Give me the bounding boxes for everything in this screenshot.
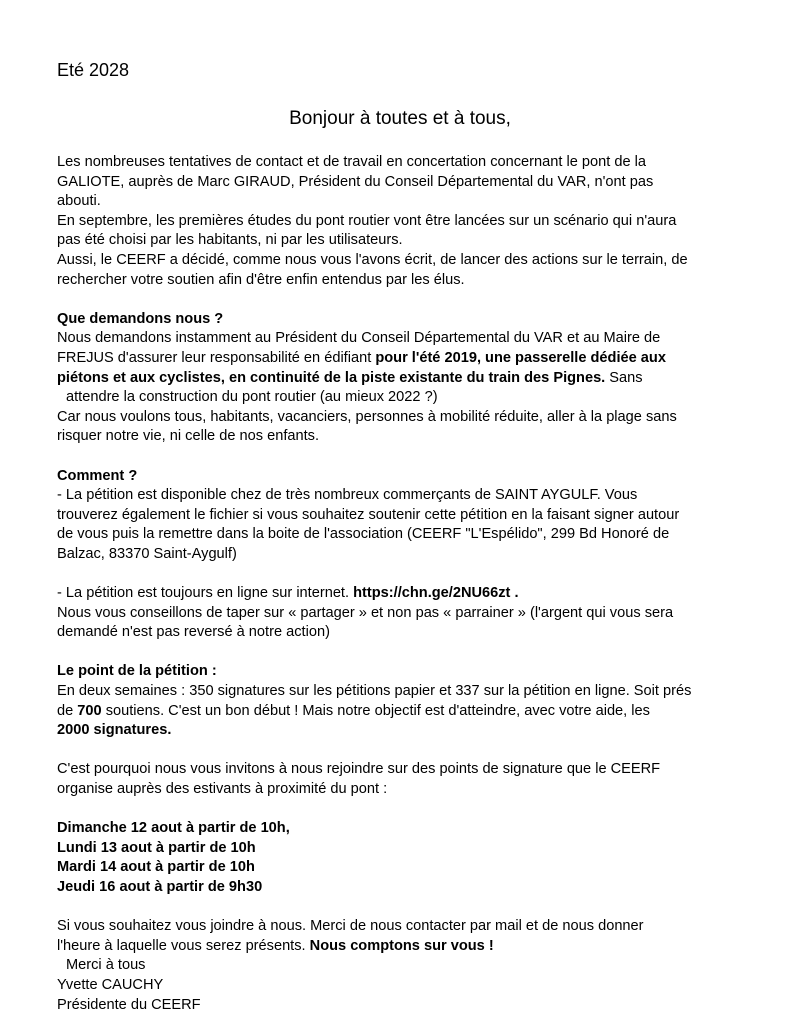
text-line: attendre la construction du pont routier (au mieux 2022 ?) <box>66 389 438 406</box>
text-line: de 700 soutiens. C'est un bon début ! Mais notre objectif est d'atteindre, avec votre aide, les <box>57 702 650 719</box>
text-line: Nous demandons instamment au Président du Conseil Départemental du VAR et au Maire de <box>57 330 661 347</box>
text-line: Les nombreuses tentatives de contact et de travail en concertation concernant le pont de la <box>57 154 646 170</box>
schedule-item: Mardi 14 aout à partir de 10h <box>57 859 255 876</box>
text-line: pas été choisi par les habitants, ni par les utilisateurs. <box>57 232 403 249</box>
text-line: Balzac, 83370 Saint-Aygulf) <box>57 545 237 562</box>
intro-paragraph <box>57 153 757 290</box>
text-line: C'est pourquoi nous vous invitons à nous rejoindre sur des points de signature que le CEERF <box>57 761 661 778</box>
invite-section <box>57 760 757 799</box>
letter-body <box>57 153 757 1015</box>
text-line: trouverez également le fichier si vous souhaitez soutenir cette pétition en la faisant signer autour <box>57 506 680 523</box>
text-line: - La pétition est toujours en ligne sur internet. https://chn.ge/2NU66zt . <box>57 585 519 602</box>
text-line: risquer notre vie, ni celle de nos enfants. <box>57 428 320 445</box>
text-line: piétons et aux cyclistes, en continuité de la piste existante du train des Pignes. Sans <box>57 369 643 386</box>
text-line: Car nous voulons tous, habitants, vacanciers, personnes à mobilité réduite, aller à la plage sans <box>57 408 677 425</box>
schedule-item: Dimanche 12 aout à partir de 10h, <box>57 820 290 837</box>
closing-section <box>57 917 757 1015</box>
text-line: 2000 signatures. <box>57 722 172 739</box>
text-line: rechercher votre soutien afin d'être enfin entendus par les élus. <box>57 271 465 288</box>
schedule-item: Jeudi 16 aout à partir de 9h30 <box>57 878 263 895</box>
closing-thanks: Merci à tous <box>66 957 146 974</box>
petition-link[interactable]: https://chn.ge/2NU66zt . <box>353 585 519 602</box>
how-section <box>57 467 757 643</box>
letter-date: Eté 2028 <box>57 60 130 80</box>
signature-name: Yvette CAUCHY <box>57 976 164 993</box>
demands-section <box>57 310 757 447</box>
text-line: En septembre, les premières études du pont routier vont être lancées sur un scénario qui n'aura <box>57 212 677 229</box>
text-line: de vous puis la remettre dans la boite de l'association (CEERF "L'Espélido", 299 Bd Honoré de <box>57 526 670 543</box>
section-heading: Comment ? <box>57 467 138 484</box>
signature-role: Présidente du CEERF <box>57 996 201 1013</box>
text-line: Aussi, le CEERF a décidé, comme nous vous l'avons écrit, de lancer des actions sur le terrain, de <box>57 251 688 268</box>
text-line: FREJUS d'assurer leur responsabilité en édifiant pour l'été 2019, une passerelle dédiée aux <box>57 349 666 366</box>
text-line: l'heure à laquelle vous serez présents. Nous comptons sur vous ! <box>57 937 494 954</box>
text-line: GALIOTE, auprès de Marc GIRAUD, Président du Conseil Départemental du VAR, n'ont pas <box>57 173 654 190</box>
text-line: abouti. <box>57 193 101 210</box>
text-line: Nous vous conseillons de taper sur « partager » et non pas « parrainer » (l'argent qui vous sera <box>57 604 674 621</box>
text-line: organise auprès des estivants à proximité du pont : <box>57 781 388 797</box>
status-section <box>57 662 757 740</box>
section-heading: Que demandons nous ? <box>57 310 224 327</box>
text-line: Si vous souhaitez vous joindre à nous. Merci de nous contacter par mail et de nous donner <box>57 918 644 935</box>
text-line: - La pétition est disponible chez de très nombreux commerçants de SAINT AYGULF. Vous <box>57 487 638 504</box>
greeting: Bonjour à toutes et à tous, <box>289 108 511 129</box>
section-heading: Le point de la pétition : <box>57 663 217 680</box>
schedule-item: Lundi 13 aout à partir de 10h <box>57 839 256 856</box>
schedule-list <box>57 819 757 897</box>
text-line: En deux semaines : 350 signatures sur les pétitions papier et 337 sur la pétition en ligne. Soit prés <box>57 683 692 700</box>
text-line: demandé n'est pas reversé à notre action) <box>57 624 330 641</box>
